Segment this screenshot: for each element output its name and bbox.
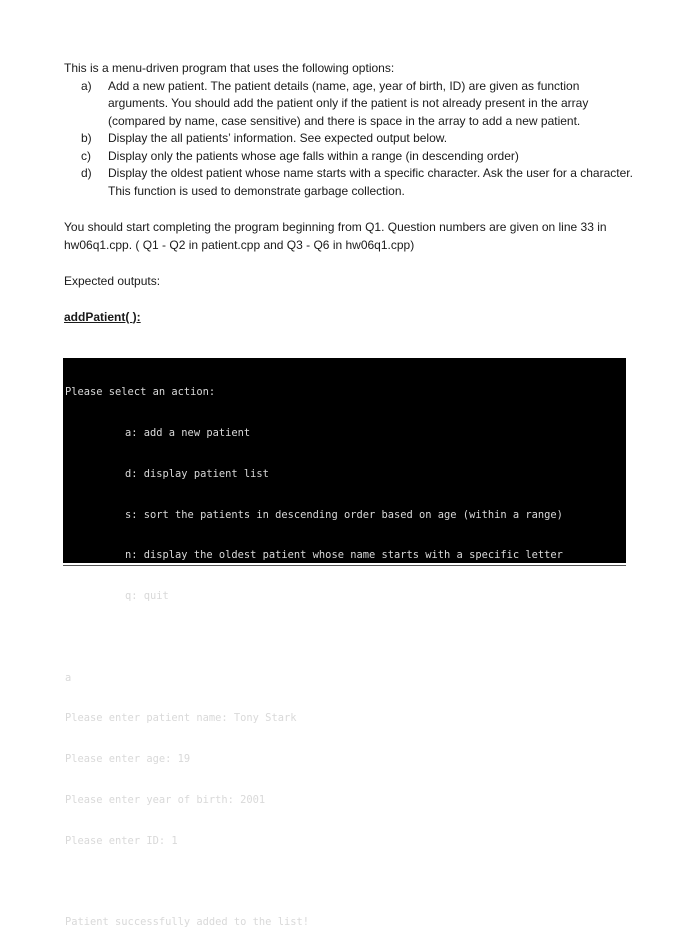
console-prompt: Please select an action: bbox=[65, 386, 216, 399]
console-input-line: Please enter year of birth: 2001 bbox=[65, 794, 266, 806]
option-item-d bbox=[64, 165, 634, 200]
option-marker: b) bbox=[81, 131, 92, 145]
intro-text: This is a menu-driven program that uses the following options: bbox=[64, 61, 395, 75]
console-menu-item: d: display patient list bbox=[125, 467, 269, 480]
console-blank bbox=[65, 631, 624, 645]
console-result: Patient successfully added to the list! bbox=[65, 916, 309, 929]
instructions-text: You should start completing the program beginning from Q1. Question numbers are given on line 33 in hw06q1.cpp. ( Q1 - Q2 in patient.cpp and Q3 - Q6 in hw06q1.cpp) bbox=[64, 220, 607, 252]
console-menu-item: a: add a new patient bbox=[125, 426, 251, 439]
option-text: Display the oldest patient whose name starts with a specific character. Ask the user for a character. This function is used to demonstrate garbage collection. bbox=[108, 166, 633, 198]
console-input-line: Please enter patient name: Tony Stark bbox=[65, 712, 297, 725]
options-list bbox=[64, 78, 634, 201]
console-menu-item: q: quit bbox=[125, 590, 169, 603]
option-item-c bbox=[64, 148, 634, 166]
option-text: Add a new patient. The patient details (name, age, year of birth, ID) are given as function arguments. You should add the patient only if the patient is not already present in the array (compared by name, case sensitive) and there is space in the array to add a new patient. bbox=[108, 78, 589, 128]
console-user-choice: a bbox=[65, 671, 72, 684]
option-text: Display the all patients’ information. See expected output below. bbox=[108, 131, 448, 145]
console-menu-item: n: display the oldest patient whose name starts with a specific letter bbox=[125, 549, 563, 562]
option-marker: a) bbox=[81, 78, 92, 93]
console-menu-item: s: sort the patients in descending order based on age (within a range) bbox=[125, 508, 563, 521]
section-heading: addPatient( ): bbox=[64, 309, 141, 324]
expected-outputs-label: Expected outputs: bbox=[64, 274, 161, 288]
horizontal-divider bbox=[63, 565, 626, 566]
console-blank bbox=[65, 876, 624, 890]
option-marker: d) bbox=[81, 166, 92, 180]
console-input-line: Please enter ID: 1 bbox=[65, 834, 178, 847]
console-input-line: Please enter age: 19 bbox=[65, 753, 191, 766]
option-marker: c) bbox=[81, 148, 91, 163]
option-text: Display only the patients whose age falls within a range (in descending order) bbox=[108, 148, 519, 163]
console-output bbox=[63, 358, 626, 929]
option-item-a bbox=[64, 78, 634, 131]
document-body bbox=[64, 60, 634, 326]
option-item-b bbox=[64, 130, 634, 148]
